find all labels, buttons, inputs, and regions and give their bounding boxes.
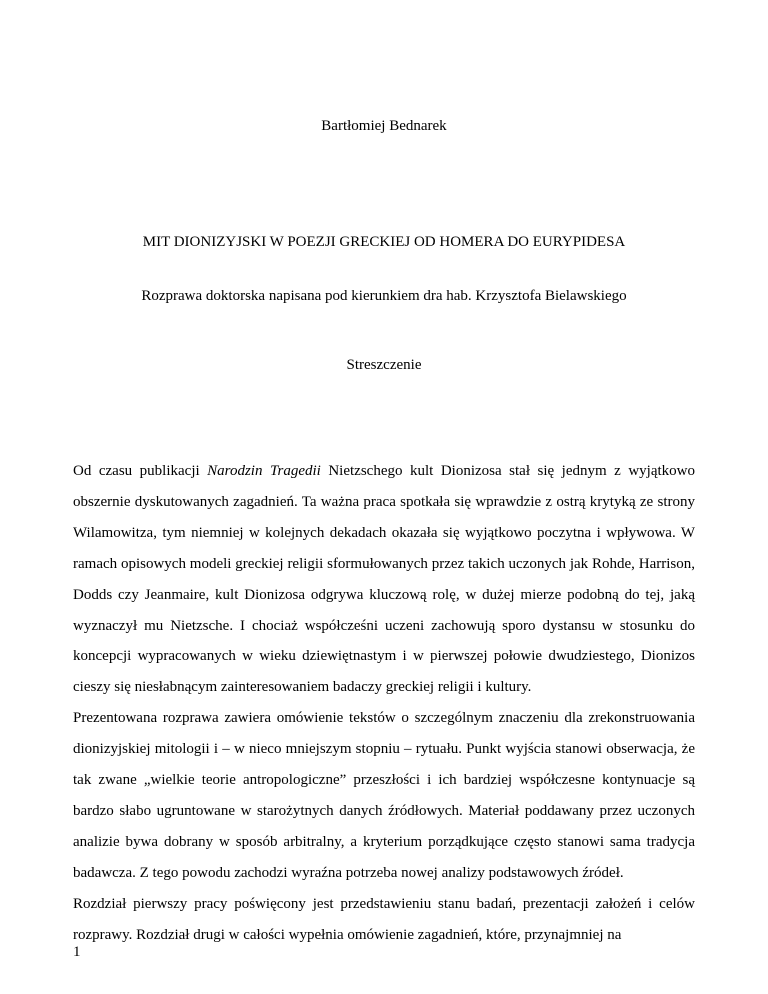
section-heading: Streszczenie xyxy=(346,357,422,373)
thesis-title: MIT DIONIZYJSKI W POEZJI GRECKIEJ OD HOMERA DO EURYPIDESA xyxy=(142,234,626,250)
page-number: 1 xyxy=(73,944,81,960)
paragraph-2: Prezentowana rozprawa zawiera omówienie tekstów o szczególnym znaczeniu dla zrekonstruowania dionizyjskiej mitologii i – w nieco mniejszym stopniu – rytuału. Punkt wyjścia stanowi obserwacja, że tak zwane „wielkie teorie antropologiczne” przeszłości i ich bardziej współczesne kontynuacje są bardzo słabo ugruntowane w starożytnych danych źródłowych. Materiał poddawany przez uczonych analizie bywa dobrany w sposób arbitralny, a kryterium porządkujące często stanowi sama tradycja badawcza. Z tego powodu zachodzi wyraźna potrzeba nowej analizy podstawowych źródeł. xyxy=(73,710,695,881)
abstract-body xyxy=(73,456,695,951)
italic-book-title: Narodzin Tragedii xyxy=(207,463,321,479)
supervisor-line: Rozprawa doktorska napisana pod kierunkiem dra hab. Krzysztofa Bielawskiego xyxy=(141,288,627,304)
paragraph-1-rest: Nietzschego kult Dionizosa stał się jednym z wyjątkowo obszernie dyskutowanych zagadnień. Ta ważna praca spotkała się wprawdzie z ostrą krytyką ze strony Wilamowitza, tym niemniej w kolejnych dekadach okazała się wyjątkowo poczytna i wpływowa. W ramach opisowych modeli greckiej religii sformułowanych przez takich uczonych jak Rohde, Harrison, Dodds czy Jeanmaire, kult Dionizosa odgrywa kluczową rolę, w dużej mierze podobną do tej, jaką wyznaczył mu Nietzsche. I chociaż współcześni uczeni zachowują sporo dystansu w stosunku do koncepcji wypracowanych w wieku dziewiętnastym i w pierwszej połowie dwudziestego, Dionizos cieszy się niesłabnącym zainteresowaniem badaczy greckiej religii i kultury. xyxy=(73,463,696,696)
paragraph-1 xyxy=(73,456,695,703)
paragraph-3: Rozdział pierwszy pracy poświęcony jest przedstawieniu stanu badań, prezentacji założeń i celów rozprawy. Rozdział drugi w całości wypełnia omówienie zagadnień, które, przynajmniej na xyxy=(73,895,695,943)
paragraph-1-start: Od czasu publikacji xyxy=(73,463,208,479)
author-name: Bartłomiej Bednarek xyxy=(321,118,447,134)
